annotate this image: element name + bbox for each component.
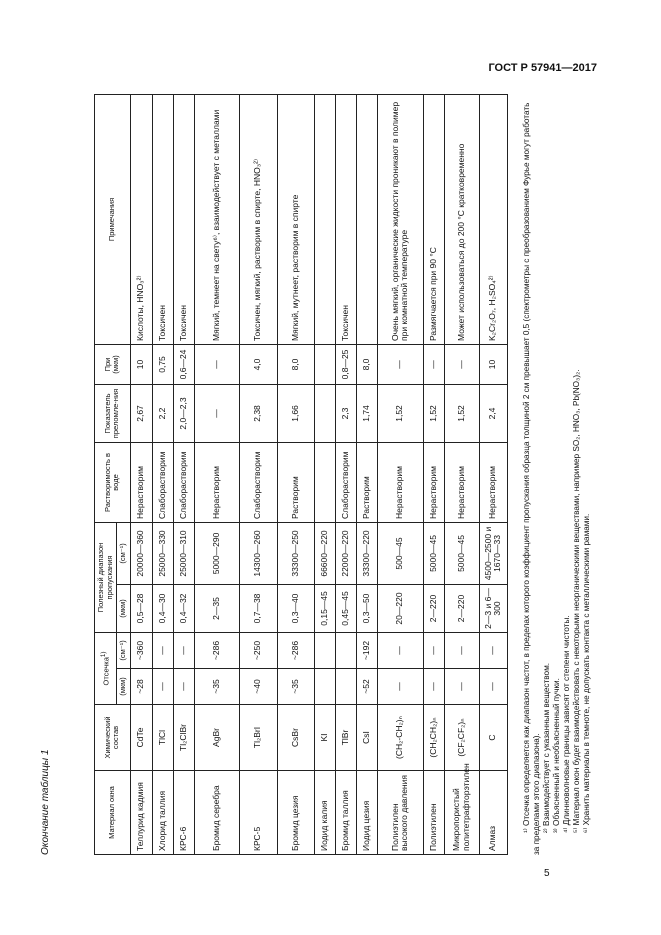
cell-cut-cm (335, 632, 356, 668)
cell-at: 4,0 (239, 344, 277, 384)
cell-solubility: Нерастворим (377, 442, 423, 522)
cell-range-cm: 33300—250 (277, 522, 314, 584)
cell-cut-cm: ~286 (194, 632, 239, 668)
cell-cut-cm: — (444, 632, 479, 668)
footnote: ²⁾ Взаимодействует с указанным веществом. (542, 663, 551, 833)
cell-material: КРС-5 (239, 771, 277, 855)
cell-solubility: Нерастворим (479, 442, 507, 522)
cell-cut-cm: ~192 (356, 632, 377, 668)
cell-note: Токсичен (152, 94, 173, 344)
cell-note: Мягкий, мутнеет, растворим в спирте (277, 94, 314, 344)
header-range-um: (мкм) (117, 584, 131, 632)
header-at: При (мкм) (95, 344, 131, 384)
cell-solubility: Слаборастворим (173, 442, 194, 522)
cell-at: — (377, 344, 423, 384)
cell-index: 2,0—2,3 (173, 384, 194, 442)
cell-range-um: 2—35 (194, 584, 239, 632)
cell-range-um: 0,3—50 (356, 584, 377, 632)
cell-range-cm: 5000—290 (194, 522, 239, 584)
cell-index: 2,38 (239, 384, 277, 442)
cell-at (314, 344, 335, 384)
cell-at: 8,0 (356, 344, 377, 384)
cell-formula: C (479, 705, 507, 771)
cell-index: 1,52 (444, 384, 479, 442)
cell-solubility: Нерастворим (194, 442, 239, 522)
cell-index (314, 384, 335, 442)
cell-at: — (444, 344, 479, 384)
cell-cut-cm: — (377, 632, 423, 668)
cell-formula: AgBr (194, 705, 239, 771)
cell-range-cm: 66600—220 (314, 522, 335, 584)
table-row (335, 94, 356, 854)
cell-note: Токсичен (173, 94, 194, 344)
cell-range-um: 0,4—30 (152, 584, 173, 632)
cell-solubility: Слаборастворим (152, 442, 173, 522)
cell-material: Бромид цезия (277, 771, 314, 855)
cell-range-um: 0,4—32 (173, 584, 194, 632)
cell-cut-um: ~35 (194, 669, 239, 705)
cell-index: 1,52 (377, 384, 423, 442)
cell-note: Токсичен, мягкий, растворим в спирте, HNO₃²⁾ (239, 94, 277, 344)
cell-index: 2,4 (479, 384, 507, 442)
cell-formula: Tl₂ClBr (173, 705, 194, 771)
materials-table (94, 94, 508, 855)
table-row (277, 94, 314, 854)
cell-at: 10 (130, 344, 152, 384)
cell-note: Мягкий, темнеет на свету⁶⁾, взаимодействует с металлами (194, 94, 239, 344)
table-row (173, 94, 194, 854)
cell-range-cm: 4500—2500 и 1670—33 (479, 522, 507, 584)
cell-solubility: Растворим (356, 442, 377, 522)
cell-range-um: 2—3 и 6—300 (479, 584, 507, 632)
cell-cut-cm: — (152, 632, 173, 668)
cell-range-cm: 14300—260 (239, 522, 277, 584)
cell-range-um: 0,3—40 (277, 584, 314, 632)
cell-solubility: Нерастворим (444, 442, 479, 522)
footnote: ⁴⁾ Длинноволновые границы зависят от степени чистоты. (562, 615, 571, 833)
cell-material: Полиэтилен высокого давления (377, 771, 423, 855)
header-material: Материал окна (95, 771, 131, 855)
footnotes (522, 95, 592, 855)
cell-cut-um: ~52 (356, 669, 377, 705)
table-row (444, 94, 479, 854)
header-solubility: Растворимость в воде (95, 442, 131, 522)
table-row (479, 94, 507, 854)
cell-material: Иодид калия (314, 771, 335, 855)
cell-note: Кислоты, HNO₃²⁾ (130, 94, 152, 344)
cell-note (356, 94, 377, 344)
cell-cut-um: ~28 (130, 669, 152, 705)
cell-note: Токсичен (335, 94, 356, 344)
cell-cut-um (314, 669, 335, 705)
footnote: ⁵⁾ Материал окон будет взаимодействовать с некоторыми неорганическими веществами, например SO₂, HNO₃, Pb(NO₃)₂. (572, 369, 581, 833)
cell-solubility (314, 442, 335, 522)
cell-formula: TlCl (152, 705, 173, 771)
header-cutoff-cm: (см⁻¹) (117, 632, 131, 668)
cell-at: 10 (479, 344, 507, 384)
cell-formula: (CF₂CF₂)ₙ (444, 705, 479, 771)
cell-cut-um: — (479, 669, 507, 705)
header-index: Показатель преломле-ния (95, 384, 131, 442)
header-range-cm: (см⁻¹) (117, 522, 131, 584)
cell-formula: (CH₂-CH₂)ₙ (377, 705, 423, 771)
cell-range-um: 0,45—45 (335, 584, 356, 632)
cell-at: — (194, 344, 239, 384)
cell-formula: KI (314, 705, 335, 771)
table-body (130, 94, 507, 854)
table-row (152, 94, 173, 854)
cell-at: — (423, 344, 444, 384)
cell-cut-um: ~35 (277, 669, 314, 705)
cell-range-um: 20—220 (377, 584, 423, 632)
header-cutoff-um: (мкм) (117, 669, 131, 705)
table-caption: Окончание таблицы 1 (40, 749, 51, 855)
cell-at: 0,8—25 (335, 344, 356, 384)
header-range: Полезный диапазон пропускания (95, 522, 117, 632)
footnote: ³⁾ Объясненный и необъясненный пучки. (552, 678, 561, 833)
table-row (423, 94, 444, 854)
cell-cut-cm: ~286 (277, 632, 314, 668)
cell-material: Иодид цезия (356, 771, 377, 855)
cell-range-cm: 20000—360 (130, 522, 152, 584)
cell-note: Может использоваться до 200 °С кратковременно (444, 94, 479, 344)
cell-solubility: Слаборастворим (335, 442, 356, 522)
cell-cut-um (335, 669, 356, 705)
cell-at: 0,6—24 (173, 344, 194, 384)
table-row (356, 94, 377, 854)
cell-cut-cm (314, 632, 335, 668)
cell-cut-cm: — (479, 632, 507, 668)
cell-range-cm: 5000—45 (423, 522, 444, 584)
cell-solubility: Растворим (277, 442, 314, 522)
cell-index: 1,66 (277, 384, 314, 442)
cell-cut-um: — (423, 669, 444, 705)
cell-solubility: Нерастворим (130, 442, 152, 522)
table-row (314, 94, 335, 854)
cell-cut-um: — (444, 669, 479, 705)
cell-at: 8,0 (277, 344, 314, 384)
cell-index: 1,74 (356, 384, 377, 442)
cell-material: Микропористый политетрафторэтилен (444, 771, 479, 855)
header-formula: Химический состав (95, 705, 131, 771)
cell-range-cm: 33300—220 (356, 522, 377, 584)
cell-range-cm: 22000—220 (335, 522, 356, 584)
cell-formula: CsBr (277, 705, 314, 771)
footnote: ¹⁾ Отсечка определяется как диапазон частот, в пределах которого коэффициент пропускания образца толщиной 2 см превышает 0,5 (спектрометры с преобразованием Фурье могут работать за пределами этого диапазона). (522, 102, 541, 855)
cell-material: Теллурид кадмия (130, 771, 152, 855)
footnote: ⁶⁾ Хранить материалы в темноте, не допускать контакта с металлическими рамами. (582, 513, 591, 833)
cell-range-cm: 25000—310 (173, 522, 194, 584)
cell-index: 1,52 (423, 384, 444, 442)
cell-cut-cm: — (423, 632, 444, 668)
cell-cut-cm: ~360 (130, 632, 152, 668)
cell-index: 2,67 (130, 384, 152, 442)
cell-note (314, 94, 335, 344)
cell-note: K₂Cr₂O₇, H₂SO₄²⁾ (479, 94, 507, 344)
cell-index: — (194, 384, 239, 442)
cell-index: 2,3 (335, 384, 356, 442)
cell-range-um: 0,5—28 (130, 584, 152, 632)
cell-at: 0,75 (152, 344, 173, 384)
cell-range-um: 0,15—45 (314, 584, 335, 632)
cell-range-cm: 500—45 (377, 522, 423, 584)
cell-formula: CsI (356, 705, 377, 771)
cell-range-um: 2—220 (444, 584, 479, 632)
cell-cut-um: — (173, 669, 194, 705)
cell-cut-cm: ~250 (239, 632, 277, 668)
cell-material: Полиэтилен (423, 771, 444, 855)
cell-material: Алмаз (479, 771, 507, 855)
header-cutoff: Отсечка$^{1)}$ (95, 632, 117, 704)
cell-formula: CdTe (130, 705, 152, 771)
cell-material: КРС-6 (173, 771, 194, 855)
cell-cut-um: — (152, 669, 173, 705)
cell-note: Размягчается при 90 °С (423, 94, 444, 344)
cell-note: Очень мягкий, органические жидкости проникают в полимер при комнатной температуре (377, 94, 423, 344)
cell-formula: (CH₂CH₂)ₙ (423, 705, 444, 771)
cell-cut-cm: — (173, 632, 194, 668)
rotated-page-content (40, 95, 600, 855)
cell-material: Бромид таллия (335, 771, 356, 855)
table-row (239, 94, 277, 854)
document-code: ГОСТ Р 57941—2017 (488, 62, 597, 74)
cell-cut-um: ~40 (239, 669, 277, 705)
cell-cut-um: — (377, 669, 423, 705)
page-number: 5 (544, 868, 550, 879)
cell-solubility: Слаборастворим (239, 442, 277, 522)
cell-solubility: Нерастворим (423, 442, 444, 522)
cell-material: Бромид серебра (194, 771, 239, 855)
cell-range-cm: 5000—45 (444, 522, 479, 584)
cell-formula: Tl₂BrI (239, 705, 277, 771)
table-row (377, 94, 423, 854)
header-row-1 (95, 94, 117, 854)
table-row (130, 94, 152, 854)
cell-material: Хлорид таллия (152, 771, 173, 855)
header-notes: Примечания (95, 94, 131, 344)
table-row (194, 94, 239, 854)
cell-range-um: 0,7—38 (239, 584, 277, 632)
cell-range-cm: 25000—330 (152, 522, 173, 584)
cell-range-um: 2—220 (423, 584, 444, 632)
cell-formula: TlBr (335, 705, 356, 771)
cell-index: 2,2 (152, 384, 173, 442)
